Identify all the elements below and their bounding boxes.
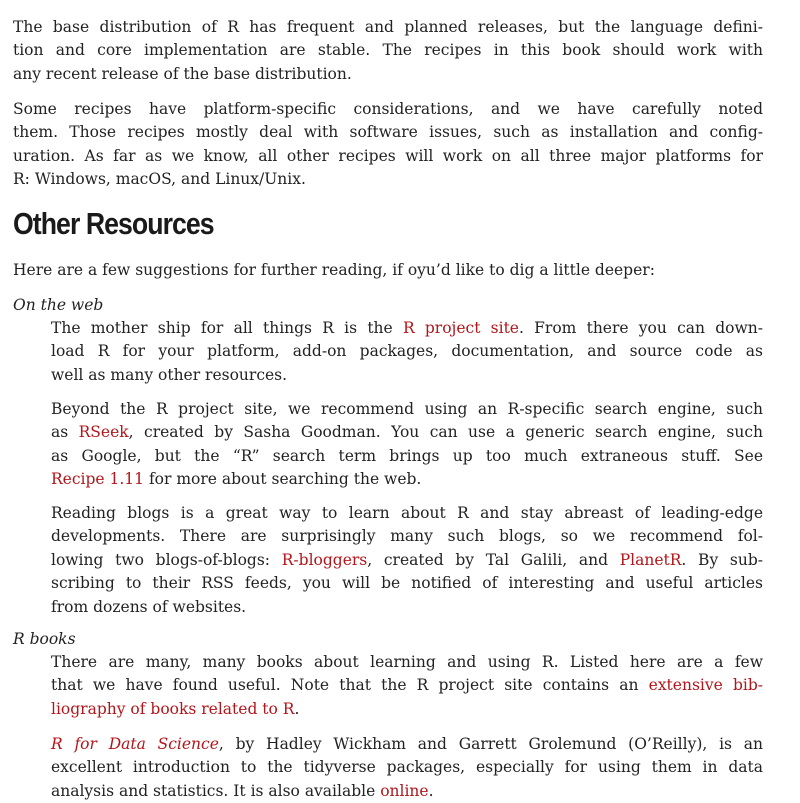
section-heading: Other Resources xyxy=(13,206,214,241)
text-line: scribing to their RSS feeds, you will be notified of interesting and useful articles xyxy=(51,574,763,593)
term-r-books: R books xyxy=(13,630,76,648)
text-line: them. Those recipes mostly deal with software issues, such as installation and config- xyxy=(13,123,763,142)
text-line: uration. As far as we know, all other recipes will work on all three major platforms for xyxy=(13,146,763,165)
text-run: . From there you can down- xyxy=(518,319,764,337)
text-line: from dozens of websites. xyxy=(51,597,247,616)
link-r-bloggers[interactable]: R-bloggers xyxy=(281,550,368,569)
paragraph-platform-considerations xyxy=(13,98,763,192)
text-line: as Google, but the “R” search term brings up too much extraneous stuff. See xyxy=(51,446,763,465)
text-line xyxy=(51,468,763,491)
text-line: Beyond the R project site, we recommend using an R-specific search engine, such xyxy=(51,400,763,418)
text-line: The base distribution of R has frequent and planned releases, but the language defini- xyxy=(13,18,763,36)
link-recipe-1-11[interactable]: Recipe 1.11 xyxy=(51,470,145,489)
text-line xyxy=(51,421,763,444)
text-run: for more about searching the web. xyxy=(144,470,422,489)
text-line: any recent release of the base distribution. xyxy=(13,64,352,83)
text-run: The mother ship for all things R is the xyxy=(51,319,403,337)
web-desc-search-engine xyxy=(51,398,763,492)
text-line xyxy=(51,317,763,340)
text-line: R: Windows, macOS, and Linux/Unix. xyxy=(13,170,306,189)
web-desc-project-site xyxy=(51,317,763,387)
text-line: There are many, many books about learning and using R. Listed here are a few xyxy=(51,653,763,671)
text-line: Reading blogs is a great way to learn about R and stay abreast of leading-edge xyxy=(51,504,763,522)
text-run: , created by Tal Galili, and xyxy=(367,550,620,569)
link-bibliography[interactable]: extensive bib- xyxy=(648,676,763,695)
books-desc-r4ds xyxy=(51,733,763,803)
text-run: , created by Sasha Goodman. You can use a generic search engine, such xyxy=(128,423,763,442)
link-bibliography-cont[interactable]: liography of books related to R xyxy=(51,699,295,718)
text-line: excellent introduction to the tidyverse packages, especially for using them in data xyxy=(51,758,763,777)
text-run: that we have found useful. Note that the R project site contains an xyxy=(51,676,649,695)
text-run: , by Hadley Wickham and Garrett Grolemund (O’Reilly), is an xyxy=(218,735,763,753)
link-online[interactable]: online xyxy=(380,781,429,800)
term-on-the-web: On the web xyxy=(13,296,104,314)
text-run: . By sub- xyxy=(681,550,763,569)
link-r-for-data-science[interactable]: R for Data Science xyxy=(51,735,219,753)
link-planetr[interactable]: PlanetR xyxy=(619,550,682,569)
text-run: analysis and statistics. It is also available xyxy=(51,781,381,800)
text-run: as xyxy=(51,423,79,442)
text-line xyxy=(51,674,763,697)
paragraph-base-distribution xyxy=(13,16,763,86)
books-desc-list xyxy=(51,651,763,721)
text-line: well as many other resources. xyxy=(51,365,288,384)
web-desc-blogs xyxy=(51,502,763,619)
link-r-project-site[interactable]: R project site xyxy=(402,319,519,337)
text-line xyxy=(51,698,763,721)
text-line: load R for your platform, add-on packages, documentation, and source code as xyxy=(51,342,763,361)
link-rseek[interactable]: RSeek xyxy=(78,423,129,442)
text-line xyxy=(51,549,763,572)
text-run: lowing two blogs-of-blogs: xyxy=(51,550,282,569)
text-line: developments. There are surprisingly many such blogs, so we recommend fol- xyxy=(51,527,763,546)
text-line xyxy=(51,733,763,756)
intro-text: Here are a few suggestions for further reading, if oyu’d like to dig a little deeper: xyxy=(13,261,655,279)
text-line: Some recipes have platform-specific considerations, and we have carefully noted xyxy=(13,100,763,118)
text-run: . xyxy=(294,699,300,718)
text-line: tion and core implementation are stable. The recipes in this book should work with xyxy=(13,41,763,60)
text-run: . xyxy=(428,781,434,800)
